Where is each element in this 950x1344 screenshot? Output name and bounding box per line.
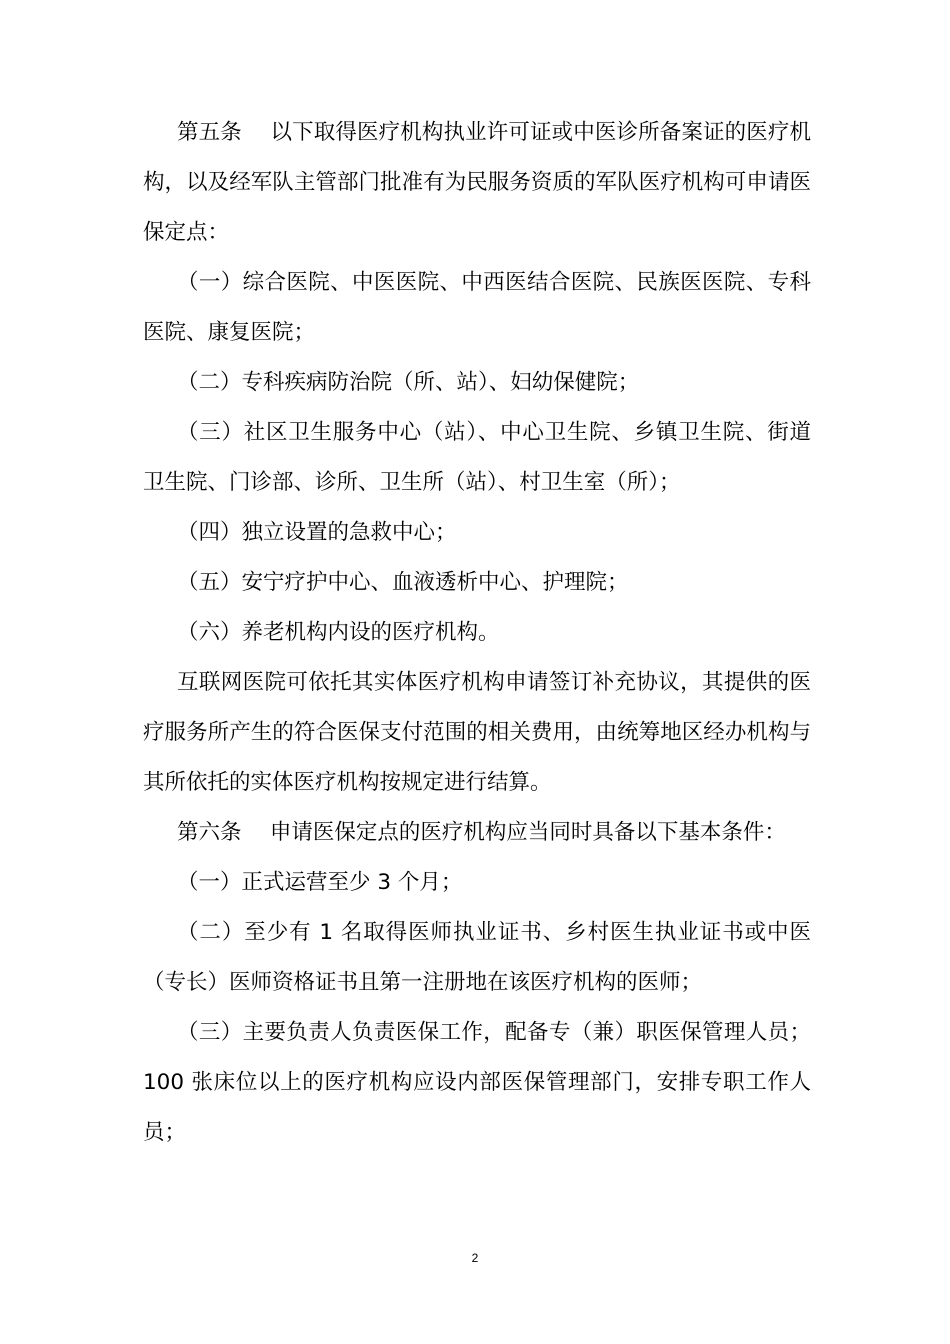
document-body [143, 108, 811, 1158]
article-6-paragraph: 第六条 申请医保定点的医疗机构应当同时具备以下基本条件： [177, 820, 786, 845]
article-5-item-1: （一）综合医院、中医医院、中西医结合医院、民族医医院、专科医院、康复医院； [143, 270, 811, 345]
article-5-item-5: （五）安宁疗护中心、血液透析中心、护理院； [177, 570, 629, 595]
article-5-item-3: （三）社区卫生服务中心（站）、中心卫生院、乡镇卫生院、街道卫生院、门诊部、诊所、卫生所（站）、村卫生室（所）； [143, 420, 811, 495]
page-number: 2 [471, 1251, 479, 1265]
internet-hospital-paragraph: 互联网医院可依托其实体医疗机构申请签订补充协议，其提供的医疗服务所产生的符合医保支付范围的相关费用，由统筹地区经办机构与其所依托的实体医疗机构按规定进行结算。 [143, 670, 811, 795]
article-6-item-1: （一）正式运营至少 3 个月； [177, 870, 463, 895]
article-5-item-6: （六）养老机构内设的医疗机构。 [177, 620, 500, 645]
article-5-item-4: （四）独立设置的急救中心； [177, 520, 457, 545]
article-6-item-2: （二）至少有 1 名取得医师执业证书、乡村医生执业证书或中医（专长）医师资格证书且第一注册地在该医疗机构的医师； [143, 920, 811, 995]
article-5-item-2: （二）专科疾病防治院（所、站）、妇幼保健院； [177, 370, 640, 395]
article-5-paragraph: 第五条 以下取得医疗机构执业许可证或中医诊所备案证的医疗机构，以及经军队主管部门批准有为民服务资质的军队医疗机构可申请医保定点： [143, 120, 811, 245]
article-6-item-3: （三）主要负责人负责医保工作，配备专（兼）职医保管理人员；100 张床位以上的医疗机构应设内部医保管理部门，安排专职工作人员； [143, 1020, 811, 1145]
